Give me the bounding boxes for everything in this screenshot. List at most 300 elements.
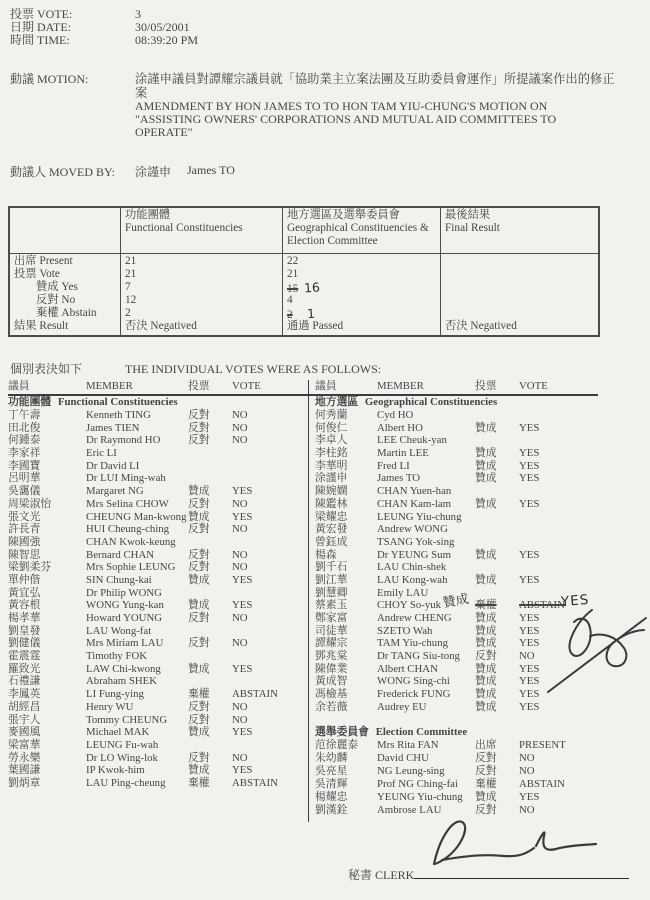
member-row bbox=[8, 434, 304, 447]
member-row bbox=[315, 536, 650, 549]
member-name-en: Andrew CHENG bbox=[377, 612, 452, 624]
member-vote-cn: 反對 bbox=[188, 612, 210, 624]
member-name-cn: 田北俊 bbox=[8, 421, 41, 434]
member-row bbox=[8, 485, 304, 498]
member-name-en: Dr David LI bbox=[86, 459, 140, 472]
member-vote-en: YES bbox=[519, 573, 540, 586]
member-name-en: Michael MAK bbox=[86, 726, 150, 739]
member-vote-cn: 反對 bbox=[475, 650, 497, 663]
motion-chinese: 涂謹申議員對譚耀宗議員就「協助業主立案法團及互助委員會運作」所提議案作出的修正案 bbox=[135, 72, 615, 100]
member-vote-cn: 反對 bbox=[188, 713, 210, 726]
member-name-cn: 何鍾泰 bbox=[8, 434, 41, 447]
member-name-cn: 梁富華 bbox=[8, 738, 41, 751]
member-name-en: James TIEN bbox=[86, 421, 140, 434]
member-row bbox=[315, 791, 650, 804]
member-name-en: Prof NG Ching-fai bbox=[377, 777, 458, 790]
member-vote-cn: 反對 bbox=[188, 751, 210, 764]
member-name-cn: 黃成智 bbox=[315, 675, 348, 688]
member-vote-cn bbox=[475, 434, 519, 447]
member-row bbox=[8, 409, 304, 422]
member-name-en: Audrey EU bbox=[377, 700, 427, 713]
member-name-en: LEUNG Yiu-chung bbox=[377, 510, 462, 523]
member-name-en: Tommy CHEUNG bbox=[86, 713, 168, 726]
member-name-en: LAU Kong-wah bbox=[377, 573, 448, 586]
member-vote-cn: 贊成 bbox=[188, 662, 210, 675]
member-row bbox=[315, 472, 650, 485]
member-row bbox=[315, 752, 650, 765]
member-vote-cn bbox=[475, 511, 519, 524]
time-label: 時間 TIME: bbox=[10, 33, 70, 47]
member-name-en: Eric LI bbox=[86, 447, 117, 460]
member-vote-en: YES bbox=[519, 459, 540, 472]
member-row bbox=[8, 663, 304, 676]
moved-by-row bbox=[10, 163, 235, 180]
member-vote-en bbox=[519, 485, 650, 498]
section-functional-cn: 功能團體 bbox=[8, 396, 52, 408]
member-name-en: Henry WU bbox=[86, 700, 134, 713]
member-name-cn: 馮檢基 bbox=[315, 688, 348, 701]
member-name-cn: 李卓人 bbox=[315, 434, 348, 447]
member-vote-cn bbox=[188, 739, 232, 752]
member-name-en: LEUNG Fu-wah bbox=[86, 738, 159, 751]
member-name-en: Andrew WONG bbox=[377, 523, 448, 536]
member-vote-cn: 棄權 bbox=[188, 776, 210, 789]
member-row bbox=[8, 511, 304, 524]
member-name-cn: 楊耀忠 bbox=[315, 790, 348, 803]
section-election-committee bbox=[315, 726, 650, 739]
member-name-en: Cyd HO bbox=[377, 409, 414, 421]
member-vote-cn: 贊成 bbox=[475, 624, 497, 637]
member-row bbox=[8, 739, 304, 752]
member-row bbox=[8, 650, 304, 663]
member-row bbox=[315, 765, 650, 778]
member-vote-cn: 贊成 bbox=[188, 726, 210, 739]
member-vote-en: NO bbox=[232, 637, 248, 650]
member-vote-cn bbox=[475, 587, 519, 600]
member-row bbox=[315, 739, 650, 752]
member-vote-en bbox=[519, 523, 650, 536]
section-election-en: Election Committee bbox=[375, 725, 468, 738]
geographical-yes-printed: 15 bbox=[287, 283, 299, 295]
member-vote-en: NO bbox=[232, 561, 248, 574]
member-row bbox=[8, 422, 304, 435]
vote-summary-table bbox=[8, 206, 600, 337]
member-vote-cn: 贊成 bbox=[475, 497, 497, 510]
member-vote-cn bbox=[475, 523, 519, 536]
motion-english-line: "ASSISTING OWNERS' CORPORATIONS AND MUTUAL AID COMMITTEES TO bbox=[135, 112, 557, 126]
member-vote-en: YES bbox=[232, 485, 253, 498]
member-name-cn: 劉健儀 bbox=[8, 637, 41, 650]
vote-number-value: 3 bbox=[135, 7, 141, 21]
member-vote-cn: 贊成 bbox=[475, 688, 497, 701]
member-name-en: WONG Yung-kan bbox=[86, 599, 164, 612]
member-name-cn: 麥國風 bbox=[8, 726, 41, 739]
member-name-cn: 何秀蘭 bbox=[315, 409, 348, 421]
summary-col-final bbox=[440, 208, 598, 254]
member-vote-en: NO bbox=[232, 421, 248, 434]
member-vote-en: NO bbox=[232, 548, 248, 561]
member-name-cn: 吳靄儀 bbox=[8, 485, 41, 498]
motion-english-line: AMENDMENT BY HON JAMES TO TO HON TAM YIU-CHUNG'S MOTION ON bbox=[135, 99, 548, 113]
member-vote-cn bbox=[188, 625, 232, 638]
member-vote-cn: 反對 bbox=[188, 548, 210, 561]
summary-col-functional bbox=[120, 208, 282, 254]
member-row bbox=[8, 688, 304, 701]
member-vote-cn: 反對 bbox=[188, 637, 210, 650]
member-name-cn: 陳偉業 bbox=[315, 662, 348, 675]
member-vote-en: YES bbox=[232, 510, 253, 523]
member-name-cn: 范徐麗泰 bbox=[315, 738, 359, 751]
geographical-yes bbox=[287, 281, 436, 294]
vote-number-row bbox=[10, 8, 640, 21]
member-vote-en: NO bbox=[232, 409, 248, 421]
member-vote-cn bbox=[475, 561, 519, 574]
member-name-en: LAW Chi-kwong bbox=[86, 662, 161, 675]
member-name-cn: 曾鈺成 bbox=[315, 535, 348, 548]
member-vote-cn: 贊成 bbox=[475, 447, 497, 460]
clerk-signature bbox=[420, 812, 605, 874]
member-name-cn: 張宇人 bbox=[8, 713, 41, 726]
member-name-cn: 朱幼麟 bbox=[315, 751, 348, 764]
member-name-cn: 許長青 bbox=[8, 523, 41, 536]
member-vote-en bbox=[232, 460, 304, 473]
member-name-en: Frederick FUNG bbox=[377, 688, 451, 701]
member-name-cn: 石禮謙 bbox=[8, 675, 41, 688]
member-vote-cn: 贊成 bbox=[475, 637, 497, 650]
final-header-cn: 最後結果 bbox=[445, 209, 491, 221]
member-vote-en bbox=[519, 561, 650, 574]
member-vote-cn: 棄權 bbox=[475, 777, 497, 790]
member-name-cn: 劉皇發 bbox=[8, 624, 41, 637]
member-vote-en: YES bbox=[519, 472, 540, 485]
geographical-result: 通過 Passed bbox=[287, 320, 344, 332]
header-member-en: MEMBER bbox=[86, 380, 133, 392]
geographical-header-cn: 地方選區及選舉委員會 bbox=[287, 209, 400, 221]
member-name-cn: 劉江華 bbox=[315, 573, 348, 586]
member-vote-cn: 反對 bbox=[188, 700, 210, 713]
date-label: 日期 DATE: bbox=[10, 20, 71, 34]
header-member-cn: 議員 bbox=[315, 380, 337, 392]
header-vote-en: VOTE bbox=[232, 380, 261, 392]
member-row bbox=[8, 536, 304, 549]
member-name-cn: 吳清輝 bbox=[315, 777, 348, 790]
member-list-functional bbox=[8, 380, 304, 790]
member-name-en: Albert HO bbox=[377, 421, 423, 434]
member-name-en: WONG Sing-chi bbox=[377, 675, 450, 688]
member-name-cn: 勞永樂 bbox=[8, 751, 41, 764]
geographical-header-en: Geographical Constituencies & Election Committee bbox=[287, 222, 429, 247]
election-committee-group bbox=[315, 726, 650, 817]
member-vote-cn: 贊成 bbox=[475, 675, 497, 688]
member-name-cn: 鄧兆棠 bbox=[315, 650, 348, 663]
member-vote-en: YES bbox=[519, 688, 540, 701]
member-name-en: IP Kwok-him bbox=[86, 764, 145, 777]
member-vote-cn: 贊成 bbox=[475, 790, 497, 803]
moved-by-name-cn: 涂謹申 bbox=[135, 165, 172, 179]
member-name-en: YEUNG Yiu-chung bbox=[377, 790, 463, 803]
member-name-cn: 劉慧卿 bbox=[315, 586, 348, 599]
header-vote-en: VOTE bbox=[519, 380, 548, 392]
member-row bbox=[315, 549, 650, 562]
member-name-cn: 涂謹申 bbox=[315, 472, 348, 485]
member-name-cn: 陳婉嫻 bbox=[315, 485, 348, 498]
member-name-cn: 葉國謙 bbox=[8, 764, 41, 777]
member-vote-cn bbox=[188, 472, 232, 485]
geographical-abstain-handwritten: 1 bbox=[306, 305, 316, 322]
member-vote-en bbox=[519, 536, 650, 549]
member-name-en: CHAN Yuen-han bbox=[377, 485, 452, 498]
member-name-cn: 陳智思 bbox=[8, 548, 41, 561]
member-vote-en bbox=[232, 625, 304, 638]
member-row bbox=[315, 498, 650, 511]
member-name-en: Dr LUI Ming-wah bbox=[86, 472, 166, 485]
motion-english-line: OPERATE" bbox=[135, 125, 193, 139]
summary-geographical-cell bbox=[282, 254, 440, 335]
member-row bbox=[8, 625, 304, 638]
member-vote-en bbox=[232, 472, 304, 485]
member-vote-en: ABSTAIN bbox=[519, 599, 565, 612]
functional-no: 12 bbox=[125, 294, 137, 306]
member-vote-cn bbox=[475, 409, 519, 422]
date-value: 30/05/2001 bbox=[135, 20, 190, 34]
member-vote-en: NO bbox=[232, 700, 248, 713]
functional-rows bbox=[8, 409, 304, 790]
label-no: 反對 No bbox=[36, 294, 76, 306]
member-row bbox=[8, 752, 304, 765]
member-name-en: Timothy FOK bbox=[86, 650, 148, 663]
final-header-en: Final Result bbox=[445, 222, 500, 234]
header-member-cn: 議員 bbox=[8, 380, 30, 392]
member-vote-en: YES bbox=[519, 675, 540, 688]
geographical-present: 22 bbox=[287, 255, 299, 267]
member-name-cn: 霍震霆 bbox=[8, 650, 41, 663]
member-name-en: Mrs Miriam LAU bbox=[86, 637, 164, 650]
member-name-cn: 黃容根 bbox=[8, 599, 41, 612]
member-row bbox=[315, 485, 650, 498]
member-name-en: Mrs Sophie LEUNG bbox=[86, 561, 176, 574]
member-vote-cn bbox=[475, 485, 519, 498]
member-row bbox=[315, 511, 650, 524]
member-name-cn: 李柱銘 bbox=[315, 447, 348, 460]
member-name-cn: 陳鑑林 bbox=[315, 497, 348, 510]
member-name-en: Albert CHAN bbox=[377, 662, 438, 675]
member-name-cn: 周梁淑怡 bbox=[8, 497, 52, 510]
member-name-cn: 余若薇 bbox=[315, 700, 348, 713]
member-vote-cn: 贊成 bbox=[475, 662, 497, 675]
member-vote-en bbox=[232, 587, 304, 600]
member-name-en: Mrs Selina CHOW bbox=[86, 497, 169, 510]
member-row bbox=[8, 561, 304, 574]
election-committee-rows bbox=[315, 739, 650, 817]
member-name-cn: 胡經昌 bbox=[8, 700, 41, 713]
member-vote-en bbox=[232, 739, 304, 752]
member-vote-en: NO bbox=[519, 803, 535, 816]
member-vote-cn: 反對 bbox=[188, 561, 210, 574]
geographical-no: 4 bbox=[287, 294, 293, 306]
member-row bbox=[8, 587, 304, 600]
member-vote-en: NO bbox=[232, 497, 248, 510]
functional-vote: 21 bbox=[125, 268, 137, 280]
section-functional-en: Functional Constituencies bbox=[57, 396, 178, 408]
geographical-abstain-printed: 2 bbox=[287, 309, 293, 321]
member-vote-en bbox=[232, 650, 304, 663]
record-header bbox=[10, 8, 640, 139]
member-row bbox=[8, 460, 304, 473]
member-name-en: Margaret NG bbox=[86, 485, 144, 498]
member-row bbox=[315, 422, 650, 435]
header-vote-cn: 投票 bbox=[188, 380, 210, 392]
member-vote-en: NO bbox=[232, 751, 248, 764]
member-row bbox=[8, 675, 304, 688]
functional-header-cn: 功能團體 bbox=[125, 209, 171, 221]
member-vote-en: YES bbox=[519, 662, 540, 675]
member-name-en: David CHU bbox=[377, 751, 429, 764]
member-vote-en bbox=[519, 409, 650, 422]
member-name-en: TAM Yiu-chung bbox=[377, 637, 449, 650]
member-name-en: NG Leung-sing bbox=[377, 764, 445, 777]
member-name-en: Howard YOUNG bbox=[86, 612, 163, 624]
member-vote-en: YES bbox=[232, 764, 253, 777]
clerk-signature-line bbox=[414, 866, 629, 879]
member-name-en: CHEUNG Man-kwong bbox=[86, 510, 187, 523]
motion-label: 動議 MOTION: bbox=[10, 72, 89, 86]
member-vote-cn bbox=[188, 460, 232, 473]
member-row bbox=[8, 637, 304, 650]
section-geographical-en: Geographical Constituencies bbox=[364, 396, 498, 408]
member-name-en: Dr LO Wing-lok bbox=[86, 751, 158, 764]
member-name-cn: 劉炳章 bbox=[8, 776, 41, 789]
member-vote-en: YES bbox=[232, 599, 253, 612]
member-vote-cn: 贊成 bbox=[475, 459, 497, 472]
member-vote-cn: 反對 bbox=[188, 421, 210, 434]
member-vote-cn bbox=[188, 650, 232, 663]
member-name-en: Kenneth TING bbox=[86, 409, 151, 421]
member-name-cn: 呂明華 bbox=[8, 472, 41, 485]
member-name-en: LAU Wong-fat bbox=[86, 624, 152, 637]
member-vote-cn bbox=[188, 536, 232, 549]
member-name-en: Dr Raymond HO bbox=[86, 434, 161, 447]
member-vote-cn: 棄權 bbox=[188, 688, 210, 701]
final-result: 否決 Negatived bbox=[445, 320, 517, 332]
header-vote-cn: 投票 bbox=[475, 380, 497, 392]
member-row bbox=[8, 612, 304, 625]
member-vote-en: YES bbox=[519, 700, 540, 713]
member-name-en: LEE Cheuk-yan bbox=[377, 434, 447, 447]
geographical-yes-handwritten: 16 bbox=[303, 279, 321, 296]
label-vote: 投票 Vote bbox=[14, 268, 60, 280]
member-name-en: Mrs Rita FAN bbox=[377, 738, 439, 751]
section-geographical-cn: 地方選區 bbox=[315, 396, 359, 408]
member-vote-en bbox=[519, 434, 650, 447]
member-name-cn: 黃宜弘 bbox=[8, 586, 41, 599]
time-value: 08:39:20 PM bbox=[135, 33, 199, 47]
moved-by-name-en: James TO bbox=[187, 163, 235, 177]
member-vote-en: ABSTAIN bbox=[232, 776, 278, 789]
member-name-cn: 梁耀忠 bbox=[315, 510, 348, 523]
member-vote-en: YES bbox=[519, 421, 540, 434]
member-row bbox=[315, 460, 650, 473]
member-vote-cn: 贊成 bbox=[188, 599, 210, 612]
member-name-cn: 李華明 bbox=[315, 459, 348, 472]
section-election-cn: 選舉委員會 bbox=[315, 725, 369, 738]
functional-abstain: 2 bbox=[125, 307, 131, 319]
member-vote-en: NO bbox=[232, 612, 248, 624]
member-name-cn: 蔡素玉 bbox=[315, 599, 348, 612]
member-vote-en: YES bbox=[232, 573, 253, 586]
label-result: 結果 Result bbox=[14, 320, 69, 332]
member-vote-cn: 反對 bbox=[188, 434, 210, 447]
member-list-header bbox=[315, 380, 650, 395]
member-row bbox=[315, 574, 650, 587]
member-vote-en: NO bbox=[232, 523, 248, 536]
member-name-cn: 吳亮星 bbox=[315, 764, 348, 777]
member-name-cn: 何俊仁 bbox=[315, 421, 348, 434]
member-row bbox=[8, 472, 304, 485]
member-name-cn: 劉漢銓 bbox=[315, 803, 348, 816]
label-present: 出席 Present bbox=[14, 255, 73, 267]
member-name-cn: 羅致光 bbox=[8, 662, 41, 675]
member-vote-en: NO bbox=[519, 650, 535, 663]
member-name-cn: 鄭家富 bbox=[315, 612, 348, 624]
member-vote-cn: 贊成 bbox=[188, 573, 210, 586]
member-vote-en: YES bbox=[232, 726, 253, 739]
member-name-cn: 李鳳英 bbox=[8, 688, 41, 701]
member-name-cn: 楊孝華 bbox=[8, 612, 41, 624]
member-vote-cn: 棄權 bbox=[475, 599, 497, 612]
vote-number-label: 投票 VOTE: bbox=[10, 7, 73, 21]
member-vote-cn: 贊成 bbox=[188, 510, 210, 523]
geographical-abstain bbox=[287, 307, 436, 320]
member-name-cn: 司徒華 bbox=[315, 624, 348, 637]
member-vote-cn: 贊成 bbox=[475, 421, 497, 434]
date-row bbox=[10, 21, 640, 34]
member-name-en: LI Fung-ying bbox=[86, 688, 144, 701]
member-vote-cn: 反對 bbox=[188, 523, 210, 536]
member-name-en: Abraham SHEK bbox=[86, 675, 158, 688]
member-name-en: HUI Cheung-ching bbox=[86, 523, 170, 536]
member-name-en: Fred LI bbox=[377, 459, 410, 472]
member-name-en: LAU Chin-shek bbox=[377, 561, 447, 574]
member-vote-en: YES bbox=[519, 497, 540, 510]
member-row bbox=[8, 764, 304, 777]
label-yes: 贊成 Yes bbox=[36, 281, 78, 293]
member-name-en: CHOY So-yuk bbox=[377, 599, 442, 612]
label-abstain: 棄權 Abstain bbox=[36, 307, 97, 319]
member-row bbox=[8, 599, 304, 612]
member-vote-cn: 出席 bbox=[475, 738, 497, 751]
member-vote-en bbox=[232, 675, 304, 688]
member-vote-en: YES bbox=[519, 637, 540, 650]
member-row bbox=[315, 778, 650, 791]
member-vote-en: ABSTAIN bbox=[519, 777, 565, 790]
summary-corner-cell bbox=[10, 208, 120, 254]
functional-yes: 7 bbox=[125, 281, 131, 293]
member-vote-cn bbox=[475, 536, 519, 549]
member-row bbox=[315, 561, 650, 574]
member-name-en: CHAN Kwok-keung bbox=[86, 535, 176, 548]
intro-en: THE INDIVIDUAL VOTES WERE AS FOLLOWS: bbox=[125, 362, 382, 376]
member-vote-en: NO bbox=[232, 434, 248, 447]
summary-labels-cell bbox=[10, 254, 120, 335]
member-vote-cn: 反對 bbox=[188, 497, 210, 510]
member-vote-en: YES bbox=[519, 790, 540, 803]
member-name-en: Martin LEE bbox=[377, 447, 429, 460]
member-name-en: LAU Ping-cheung bbox=[86, 776, 166, 789]
member-name-cn: 楊森 bbox=[315, 548, 337, 561]
member-name-en: Ambrose LAU bbox=[377, 803, 442, 816]
intro-cn: 個別表決如下 bbox=[10, 362, 83, 376]
summary-col-geographical bbox=[282, 208, 440, 254]
